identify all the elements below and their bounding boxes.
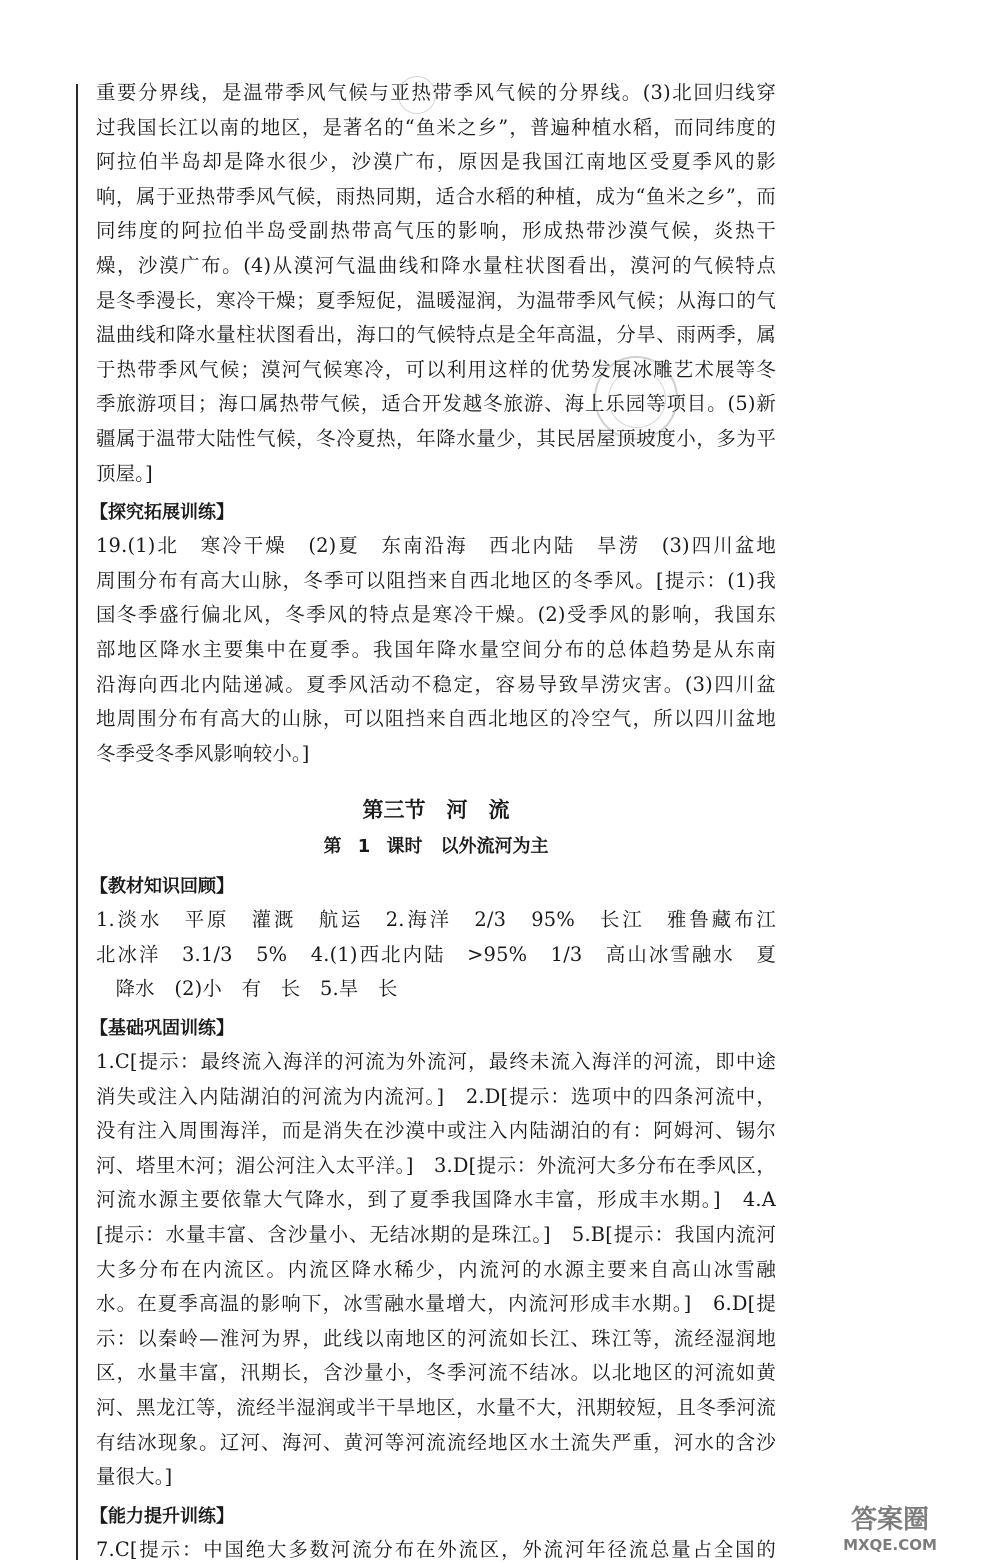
text-line: 河、塔里木河；湄公河注入太平洋。] 3.D[提示：外流河大多分布在季风区， (96, 1153, 776, 1177)
text-line: 1.C[提示：最终流入海洋的河流为外流河，最终未流入海洋的河流，即中途 (96, 1050, 776, 1074)
text-line: 大多分布在内流区。内流区降水稀少，内流河的水源主要来自高山冰雪融 (96, 1257, 776, 1281)
text-line: 消失或注入内陆湖泊的河流为内流河。] 2.D[提示：选项中的四条河流中， (96, 1084, 776, 1108)
text-line: 阿拉伯半岛却是降水很少，沙漠广布，原因是我国江南地区受夏季风的影 (96, 150, 776, 174)
answer-paragraph-2 (96, 529, 776, 771)
section-heading-ability: 【能力提升训练】 (90, 1505, 234, 1527)
text-line: 于热带季风气候；漠河气候寒冷，可以利用这样的优势发展冰雕艺术展等冬 (96, 357, 776, 381)
text-line: 19.(1)北 寒冷干燥 (2)夏 东南沿海 西北内陆 旱涝 (3)四川盆地 (96, 534, 776, 558)
text-line: 区，水量丰富，汛期长，含沙量小，冬季河流不结冰。以北地区的河流如黄 (96, 1361, 776, 1385)
text-line: 过我国长江以南的地区，是著名的“鱼米之乡”，普遍种植水稻，而同纬度的 (96, 115, 776, 139)
section-title: 第三节 河 流 (362, 798, 510, 823)
text-line: 沿海向西北内陆递减。夏季风活动不稳定，容易导致旱涝灾害。(3)四川盆 (96, 672, 776, 696)
text-line: 季旅游项目；海口属热带气候，适合开发越冬旅游、海上乐园等项目。(5)新 (96, 392, 776, 416)
answer-paragraph-1 (96, 76, 776, 491)
text-line: 同纬度的阿拉伯半岛受副热带高气压的影响，形成热带沙漠气候，炎热干 (96, 219, 776, 243)
text-line: 顶屋。] (96, 461, 153, 485)
answer-paragraph-3 (96, 903, 776, 1007)
text-line: 北冰洋 3.1/3 5% 4.(1)西北内陆 >95% 1/3 高山冰雪融水 夏 (96, 942, 776, 966)
text-line: 没有注入周围海洋，而是消失在沙漠中或注入内陆湖泊的有：阿姆河、锡尔 (96, 1119, 776, 1143)
text-line: 疆属于温带大陆性气候，冬冷夏热，年降水量少，其民居屋顶坡度小，多为平 (96, 426, 776, 450)
text-line: [提示：水量丰富、含沙量小、无结冰期的是珠江。] 5.B[提示：我国内流河 (96, 1223, 776, 1247)
text-line: 7.C[提示：中国绝大多数河流分布在外流区，外流河年径流总量占全国的 (96, 1537, 776, 1561)
site-watermark-logo (790, 1498, 990, 1558)
text-line: 1.淡水 平原 灌溉 航运 2.海洋 2/3 95% 长江 雅鲁藏布江 (96, 908, 776, 932)
section-heading-basic: 【基础巩固训练】 (90, 1018, 234, 1040)
text-line: 温曲线和降水量柱状图看出，海口的气候特点是全年高温，分旱、雨两季，属 (96, 323, 776, 347)
answer-content (90, 76, 776, 1567)
answer-paragraph-5 (96, 1533, 776, 1567)
lesson-title: 第 1 课时 以外流河为主 (323, 836, 549, 858)
answer-paragraph-4 (96, 1045, 776, 1495)
section-heading-explore: 【探究拓展训练】 (90, 502, 234, 524)
svg-text:MXQE.COM: MXQE.COM (843, 1536, 937, 1554)
text-line: 降水 (2)小 有 长 5.旱 长 (96, 977, 398, 1001)
text-line: 冬季受冬季风影响较小。] (96, 741, 310, 765)
svg-text:答案圈: 答案圈 (850, 1505, 930, 1535)
text-line: 有结冰现象。辽河、海河、黄河等河流流经地区水土流失严重，河水的含沙 (96, 1430, 776, 1454)
margin-rule (76, 84, 78, 1560)
section-heading-review: 【教材知识回顾】 (90, 876, 234, 898)
text-line: 水。在夏季高温的影响下，冰雪融水量增大，内流河形成丰水期。] 6.D[提 (96, 1292, 776, 1316)
text-line: 河流水源主要依靠大气降水，到了夏季我国降水丰富，形成丰水期。] 4.A (96, 1188, 776, 1212)
text-line: 是冬季漫长，寒冷干燥；夏季短促，温暖湿润，为温带季风气候；从海口的气 (96, 288, 776, 312)
text-line: 国冬季盛行偏北风，冬季风的特点是寒冷干燥。(2)受季风的影响，我国东 (96, 603, 776, 627)
text-line: 量很大。] (96, 1465, 173, 1489)
text-line: 燥，沙漠广布。(4)从漠河气温曲线和降水量柱状图看出，漠河的气候特点 (96, 253, 776, 277)
text-line: 部地区降水主要集中在夏季。我国年降水量空间分布的总体趋势是从东南 (96, 637, 776, 661)
text-line: 河、黑龙江等，流经半湿润或半干旱地区，水量不大，汛期较短，且冬季河流 (96, 1396, 776, 1419)
text-line: 重要分界线，是温带季风气候与亚热带季风气候的分界线。(3)北回归线穿 (96, 81, 776, 104)
text-line: 响，属于亚热带季风气候，雨热同期，适合水稻的种植，成为“鱼米之乡”，而 (96, 184, 776, 208)
text-line: 示：以秦岭—淮河为界，此线以南地区的河流如长江、珠江等，流经湿润地 (96, 1326, 776, 1350)
text-line: 地周围分布有高大的山脉，可以阻挡来自西北地区的冷空气，所以四川盆地 (96, 707, 776, 731)
text-line: 周围分布有高大山脉，冬季可以阻挡来自西北地区的冬季风。[提示：(1)我 (96, 568, 776, 592)
